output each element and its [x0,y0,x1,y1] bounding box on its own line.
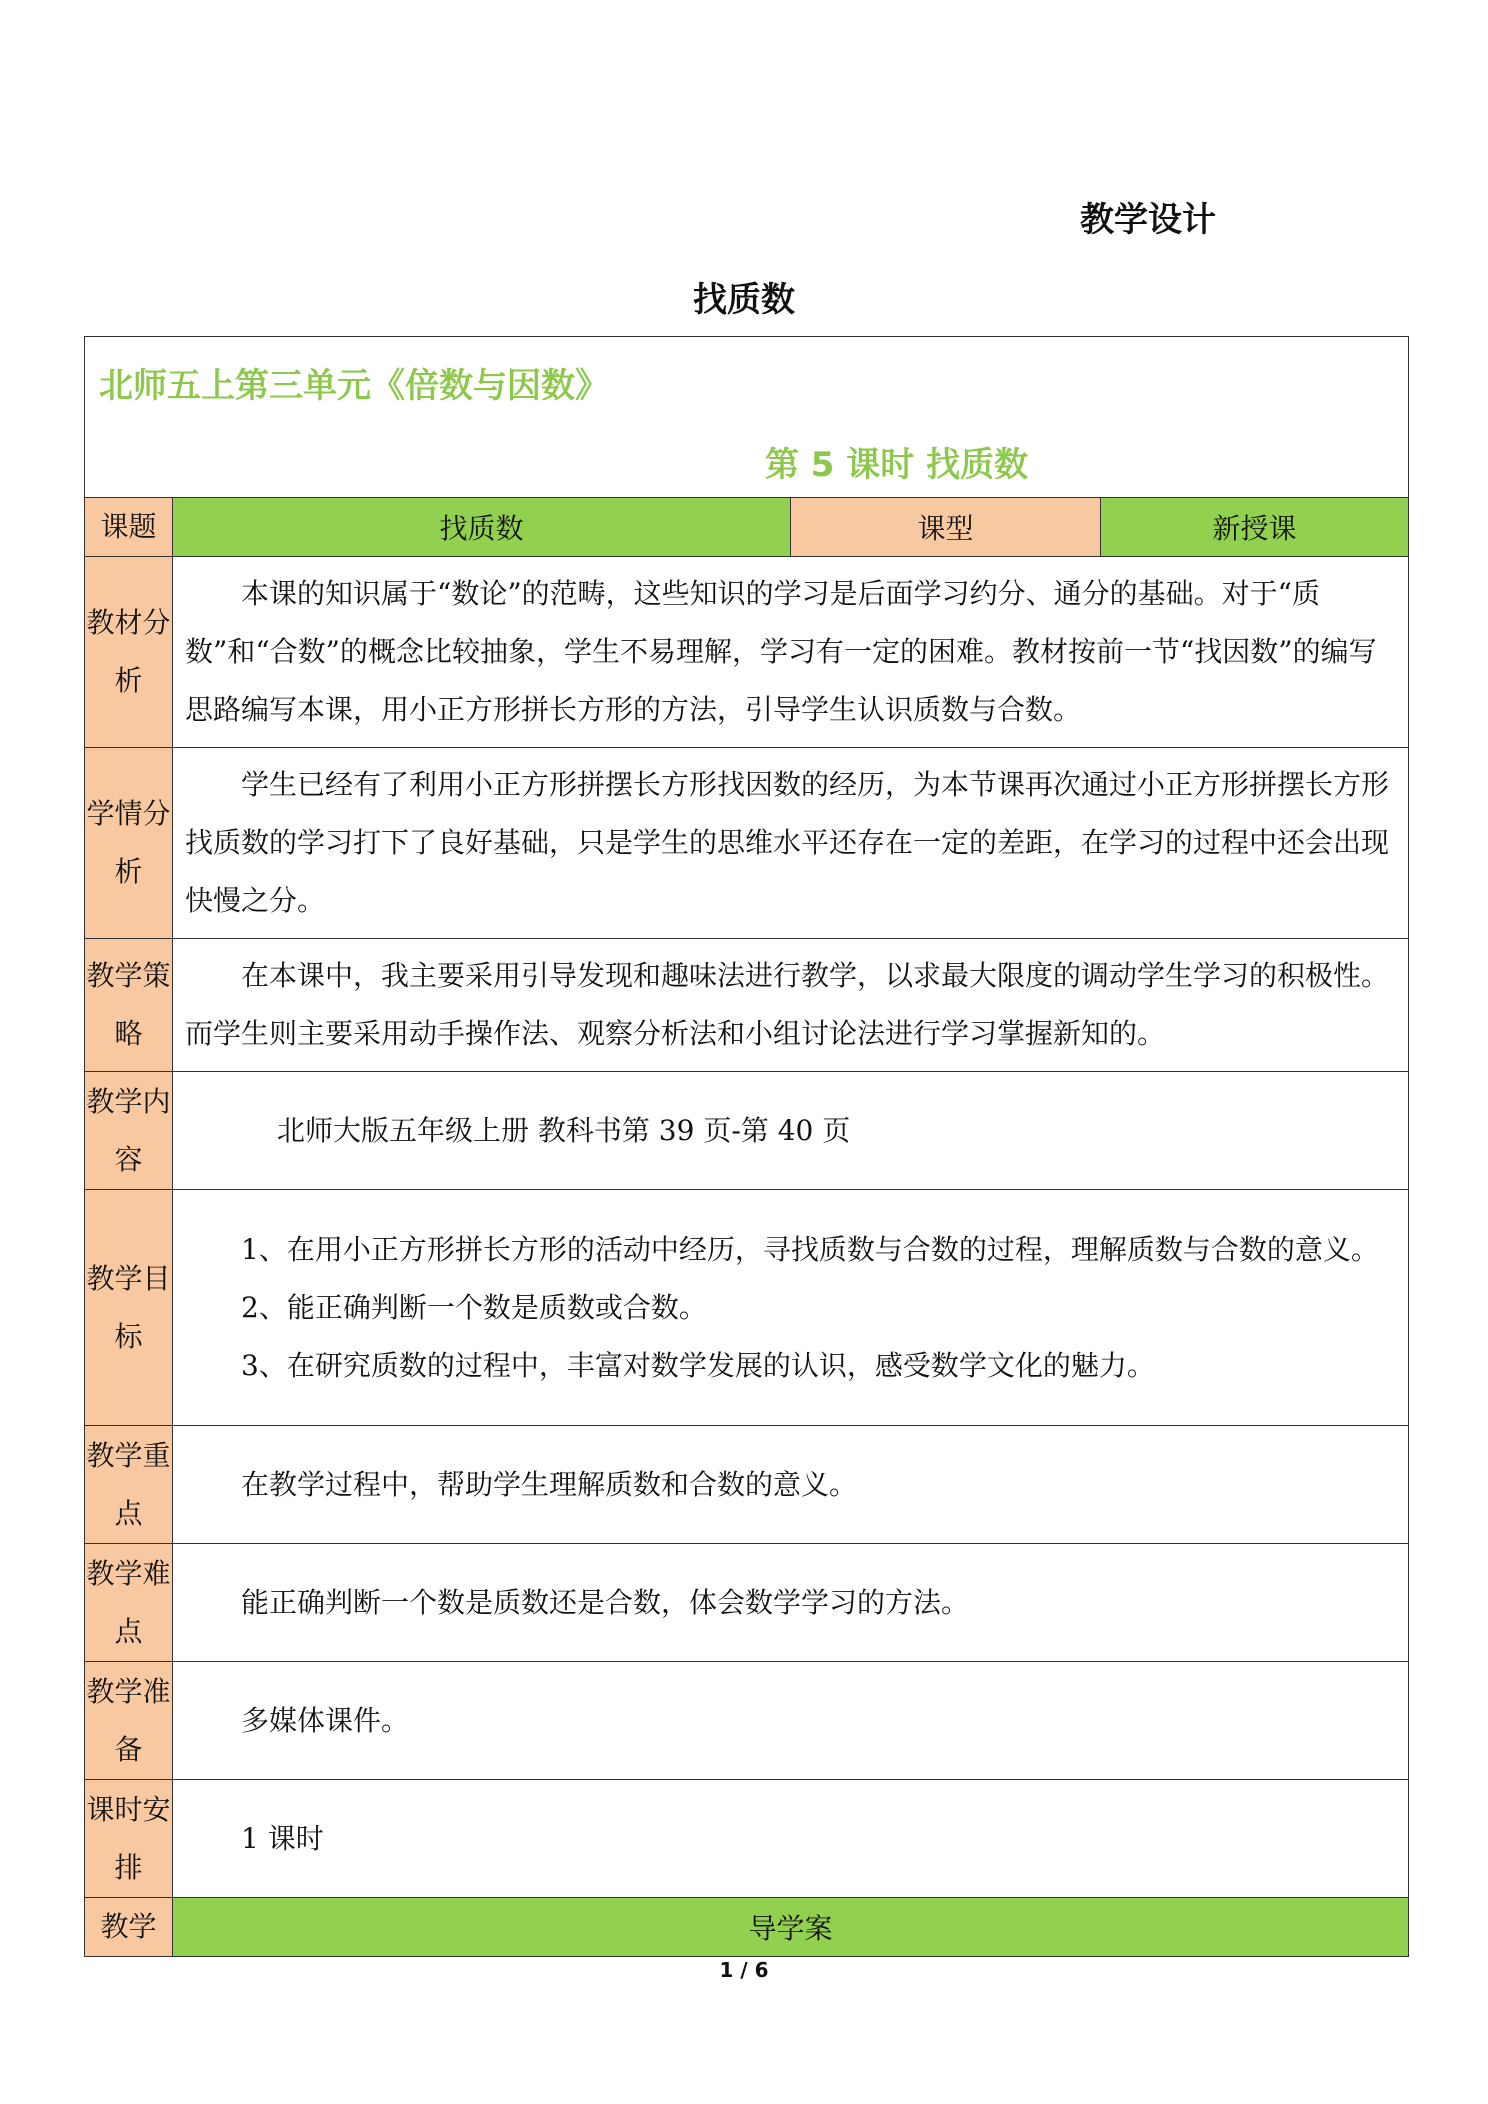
row-content [173,748,1409,939]
row-paragraph: 能正确判断一个数是质数还是合数，体会数学学习的方法。 [241,1585,970,1619]
row-label: 教学 [85,1898,173,1957]
table-row [85,1072,1409,1190]
row-label: 教学难点 [85,1544,173,1662]
table-row [85,1190,1409,1426]
topic-value: 找质数 [173,498,791,557]
row-paragraph: 3、在研究质数的过程中，丰富对数学发展的认识，感受数学文化的魅力。 [241,1348,1155,1382]
type-value: 新授课 [1101,498,1409,557]
row-content [173,1426,1409,1544]
row-paragraph: 在教学过程中，帮助学生理解质数和合数的意义。 [241,1467,858,1501]
row-content [173,1190,1409,1426]
lesson-title: 找质数 [693,280,795,320]
row-content [173,1662,1409,1780]
topic-row [85,498,1409,557]
row-paragraph: 本课的知识属于“数论”的范畴，这些知识的学习是后面学习约分、通分的基础。对于“质数”和“合数”的概念比较抽象，学生不易理解，学习有一定的困难。教材按前一节“找因数”的编写思路编写本课，用小正方形拼长方形的方法，引导学生认识质数与合数。 [185,577,1377,726]
table-row [85,1780,1409,1898]
row-paragraph: 学生已经有了利用小正方形拼摆长方形找因数的经历，为本节课再次通过小正方形拼摆长方形找质数的学习打下了良好基础，只是学生的思维水平还存在一定的差距，在学习的过程中还会出现快慢之分。 [185,768,1390,917]
table-row [85,1426,1409,1544]
table-row [85,557,1409,748]
row-paragraph: 多媒体课件。 [241,1703,410,1737]
type-label: 课型 [791,498,1101,557]
table-row [85,1898,1409,1957]
period-title: 第 5 课时 找质数 [764,445,1029,485]
row-content [173,1780,1409,1898]
table-row [85,748,1409,939]
row-paragraph: 1 课时 [241,1821,324,1855]
row-paragraph: 2、能正确判断一个数是质数或合数。 [241,1290,707,1324]
row-content [173,939,1409,1072]
table-row [85,939,1409,1072]
topic-label: 课题 [85,498,173,557]
unit-title: 北师五上第三单元《倍数与因数》 [99,366,609,406]
table-row [85,1662,1409,1780]
table-header [85,337,1409,498]
row-content [173,557,1409,748]
row-content [173,1544,1409,1662]
row-label: 教材分析 [85,557,173,748]
lesson-plan-table [84,336,1409,1957]
document-type-title: 教学设计 [1080,200,1216,240]
row-label: 教学目标 [85,1190,173,1426]
page-number: 1 / 6 [719,1958,769,1982]
row-paragraph: 北师大版五年级上册 教科书第 39 页-第 40 页 [277,1113,851,1147]
row-label: 教学重点 [85,1426,173,1544]
row-label: 教学策略 [85,939,173,1072]
row-label: 教学准备 [85,1662,173,1780]
row-label: 课时安排 [85,1780,173,1898]
row-label: 学情分析 [85,748,173,939]
table-row [85,1544,1409,1662]
row-label: 教学内容 [85,1072,173,1190]
row-content [173,1072,1409,1190]
guide-plan-cell: 导学案 [173,1898,1409,1957]
row-paragraph: 在本课中，我主要采用引导发现和趣味法进行教学，以求最大限度的调动学生学习的积极性。而学生则主要采用动手操作法、观察分析法和小组讨论法进行学习掌握新知的。 [185,959,1390,1050]
table-header-row [85,337,1409,498]
row-paragraph: 1、在用小正方形拼长方形的活动中经历，寻找质数与合数的过程，理解质数与合数的意义。 [241,1232,1379,1266]
